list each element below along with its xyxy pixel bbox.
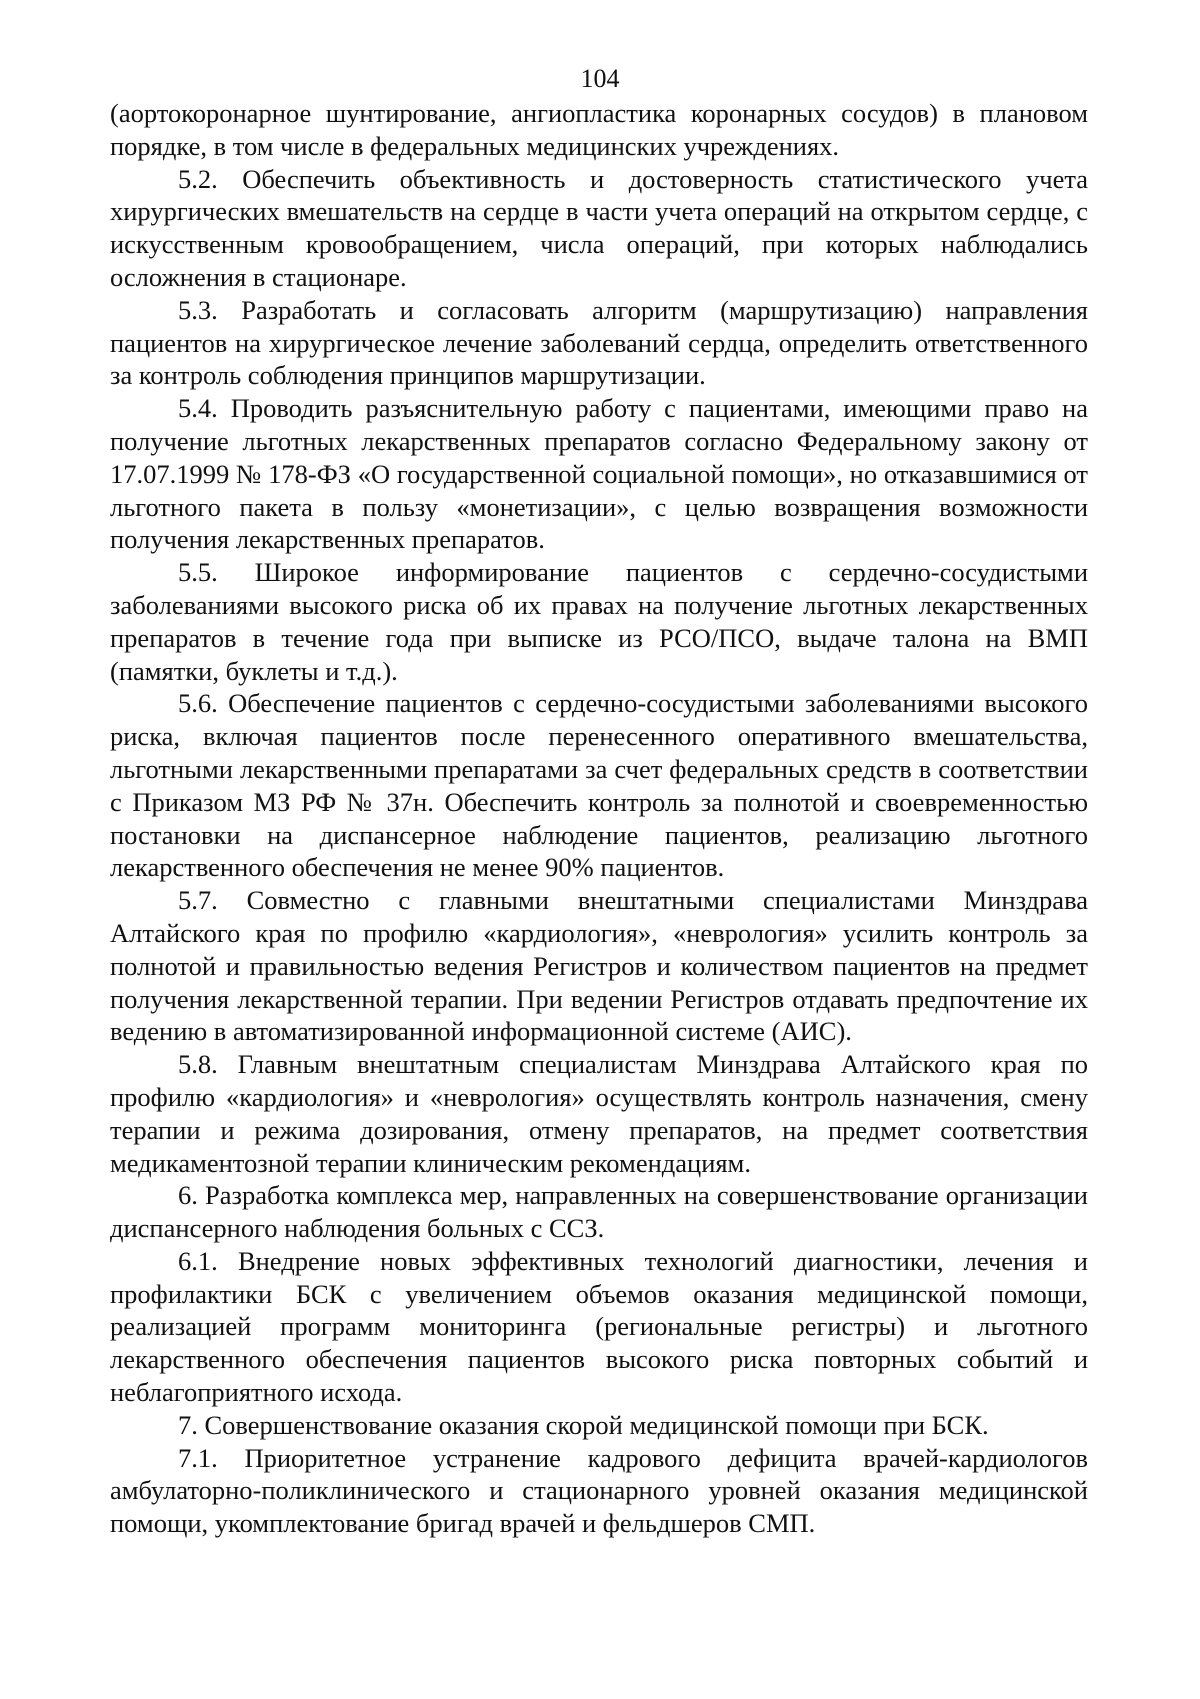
- paragraph-continuation: (аортокоронарное шунтирование, ангиопластика коронарных сосудов) в плановом порядке, в том числе в федеральных медицинских учреждениях.: [110, 98, 1088, 161]
- paragraph-5-3: 5.3. Разработать и согласовать алгоритм (маршрутизацию) направления пациентов на хирургическое лечение заболеваний сердца, определить ответственного за контроль соблюдения принципов маршрутизации.: [110, 294, 1088, 391]
- document-body: [110, 97, 1088, 1540]
- paragraph-6: 6. Разработка комплекса мер, направленных на совершенствование организации диспансерного наблюдения больных с ССЗ.: [110, 1180, 1088, 1244]
- paragraph-5-7: 5.7. Совместно с главными внештатными специалистами Минздрава Алтайского края по профилю «кардиология», «неврология» усилить контроль за полнотой и правильностью ведения Регистров и количеством пациентов на предмет получения лекарственной терапии. При ведении Регистров отдавать предпочтение их ведению в автоматизированной информационной системе (АИС).: [110, 885, 1088, 1047]
- paragraph-5-2: 5.2. Обеспечить объективность и достоверность статистического учета хирургических вмешательств на сердце в части учета операций на открытом сердце, с искусственным кровообращением, числа операций, при которых наблюдались осложнения в стационаре.: [110, 163, 1088, 292]
- paragraph-5-8: 5.8. Главным внештатным специалистам Минздрава Алтайского края по профилю «кардиология» и «неврология» осуществлять контроль назначения, смену терапии и режима дозирования, отмену препаратов, на предмет соответствия медикаментозной терапии клиническим рекомендациям.: [110, 1049, 1088, 1178]
- paragraph-5-4: 5.4. Проводить разъяснительную работу с пациентами, имеющими право на получение льготных лекарственных препаратов согласно Федеральному закону от 17.07.1999 № 178-ФЗ «О государственной социальной помощи», но отказавшимися от льготного пакета в пользу «монетизации», с целью возвращения возможности получения лекарственных препаратов.: [110, 393, 1088, 555]
- paragraph-6-1: 6.1. Внедрение новых эффективных технологий диагностики, лечения и профилактики БСК с увеличением объемов оказания медицинской помощи, реализацией программ мониторинга (региональные регистры) и льготного лекарственного обеспечения пациентов высокого риска повторных событий и неблагоприятного исхода.: [110, 1245, 1088, 1408]
- page-number: 104: [580, 64, 620, 93]
- paragraph-7: 7. Совершенствование оказания скорой медицинской помощи при БСК.: [178, 1409, 989, 1440]
- paragraph-5-6: 5.6. Обеспечение пациентов с сердечно-сосудистыми заболеваниями высокого риска, включая пациентов после перенесенного оперативного вмешательства, льготными лекарственными препаратами за счет федеральных средств в соответствии с Приказом МЗ РФ № 37н. Обеспечить контроль за полнотой и своевременностью постановки на диспансерное наблюдение пациентов, реализацию льготного лекарственного обеспечения не менее 90% пациентов.: [110, 688, 1088, 883]
- paragraph-7-1: 7.1. Приоритетное устранение кадрового дефицита врачей-кардиологов амбулаторно-поликлинического и стационарного уровней оказания медицинской помощи, укомплектование бригад врачей и фельдшеров СМП.: [110, 1442, 1088, 1539]
- paragraph-5-5: 5.5. Широкое информирование пациентов с сердечно-сосудистыми заболеваниями высокого риска об их правах на получение льготных лекарственных препаратов в течение года при выписке из РСО/ПСО, выдаче талона на ВМП (памятки, буклеты и т.д.).: [110, 557, 1088, 686]
